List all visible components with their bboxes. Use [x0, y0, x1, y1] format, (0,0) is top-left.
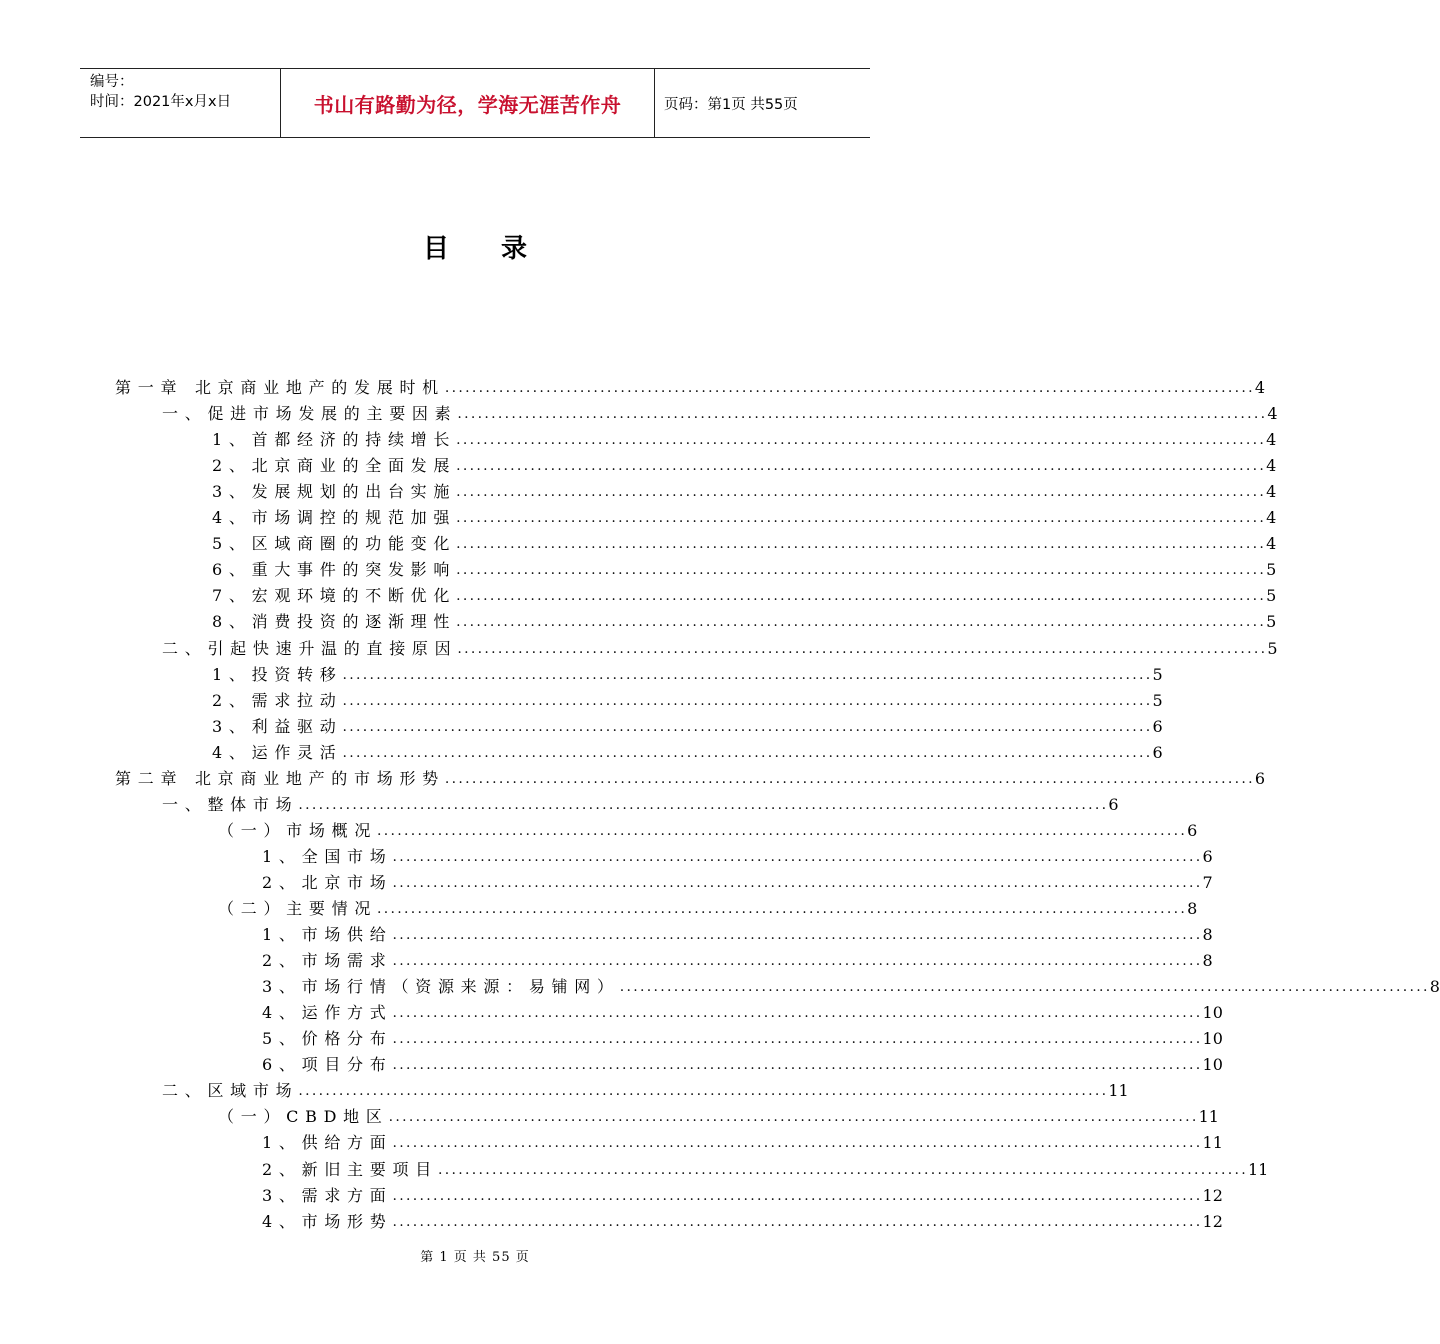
toc-leader-dots: ........................................................................................................................	[392, 1005, 1203, 1022]
toc-entry-page: 10	[1202, 1003, 1223, 1023]
toc-entry[interactable]	[262, 1209, 1223, 1235]
toc-entry-label: 8、消费投资的逐渐理性	[212, 612, 457, 632]
toc-leader-dots: ........................................................................................................................	[457, 640, 1268, 657]
number-label: 编号：	[90, 74, 134, 90]
document-header	[80, 68, 870, 138]
toc-entry-label: 2、北京商业的全面发展	[212, 456, 457, 476]
toc-entry-label: 2、市场需求	[262, 951, 393, 971]
toc-entry-page: 4	[1266, 482, 1277, 502]
toc-entry[interactable]	[212, 714, 1163, 740]
toc-entry[interactable]	[218, 818, 1198, 844]
toc-entry[interactable]	[212, 583, 1277, 609]
toc-entry-label: 3、市场行情（资源来源：易铺网）	[262, 977, 620, 997]
toc-entry[interactable]	[162, 636, 1278, 662]
toc-entry-page: 6	[1202, 846, 1213, 866]
toc-entry-label: 4、市场形势	[262, 1211, 393, 1231]
toc-entry-label: 4、运作灵活	[212, 742, 343, 762]
toc-entry-label: 1、供给方面	[262, 1133, 393, 1153]
toc-leader-dots: ........................................................................................................................	[342, 718, 1153, 735]
toc-entry[interactable]	[262, 1157, 1269, 1183]
toc-entry-page: 10	[1202, 1029, 1223, 1049]
toc-entry-label: 5、区域商圈的功能变化	[212, 534, 457, 554]
toc-entry[interactable]	[262, 1183, 1223, 1209]
toc-entry[interactable]	[218, 1104, 1219, 1130]
toc-entry-page: 6	[1152, 716, 1163, 736]
toc-entry-label: 1、全国市场	[262, 846, 393, 866]
toc-leader-dots: ........................................................................................................................	[298, 796, 1109, 813]
toc-leader-dots: ........................................................................................................................	[298, 1083, 1109, 1100]
toc-entry-page: 6	[1108, 794, 1119, 814]
toc-entry[interactable]	[262, 870, 1213, 896]
toc-leader-dots: ........................................................................................................................	[456, 484, 1267, 501]
toc-entry-label: 3、需求方面	[262, 1185, 393, 1205]
toc-entry-page: 8	[1202, 925, 1213, 945]
toc-entry[interactable]	[262, 1130, 1223, 1156]
toc-entry-page: 5	[1152, 664, 1163, 684]
toc-entry-page: 8	[1187, 899, 1198, 918]
toc-leader-dots: ........................................................................................................................	[456, 614, 1267, 631]
toc-entry[interactable]	[212, 688, 1163, 714]
toc-leader-dots: ........................................................................................................................	[444, 770, 1255, 787]
toc-entry-page: 4	[1266, 430, 1277, 450]
toc-entry-page: 6	[1254, 768, 1266, 788]
toc-leader-dots: ........................................................................................................................	[377, 822, 1188, 839]
toc-entry[interactable]	[212, 453, 1277, 479]
toc-entry-label: （一）市场概况	[218, 820, 378, 840]
toc-leader-dots: ........................................................................................................................	[456, 432, 1267, 449]
toc-leader-dots: ........................................................................................................................	[444, 380, 1255, 396]
toc-entry-page: 11	[1108, 1081, 1129, 1101]
toc-entry-label: 二、引起快速升温的直接原因	[162, 638, 458, 658]
toc-entry[interactable]	[212, 531, 1277, 557]
toc-entry[interactable]	[212, 479, 1277, 505]
toc-entry-label: 3、发展规划的出台实施	[212, 482, 457, 502]
toc-entry-label: 4、运作方式	[262, 1003, 393, 1023]
time-label: 时间：2021年x月x日	[90, 94, 232, 110]
toc-leader-dots: ........................................................................................................................	[456, 562, 1267, 579]
toc-entry[interactable]	[262, 1000, 1223, 1026]
toc-entry-label: （二）主要情况	[218, 899, 378, 918]
toc-entry[interactable]	[162, 401, 1278, 427]
toc-entry[interactable]	[212, 662, 1163, 688]
toc-entry[interactable]	[212, 505, 1277, 531]
toc-entry-label: 第一章 北京商业地产的发展时机	[115, 378, 445, 397]
toc-entry-label: 第二章 北京商业地产的市场形势	[115, 768, 445, 788]
toc-entry[interactable]	[262, 922, 1213, 948]
toc-entry[interactable]	[115, 375, 1266, 401]
toc-entry-page: 5	[1267, 638, 1278, 658]
toc-entry[interactable]	[162, 1078, 1129, 1104]
toc-entry[interactable]	[212, 740, 1163, 766]
page-footer: 第 1 页 共 55 页	[420, 1250, 530, 1265]
toc-leader-dots: ........................................................................................................................	[456, 510, 1267, 527]
toc-leader-dots: ........................................................................................................................	[392, 1187, 1203, 1204]
toc-entry-page: 12	[1202, 1211, 1223, 1231]
toc-entry[interactable]	[162, 792, 1119, 818]
toc-entry-page: 6	[1187, 820, 1198, 840]
toc-leader-dots: ........................................................................................................................	[342, 666, 1153, 683]
toc-leader-dots: ........................................................................................................................	[392, 1057, 1203, 1074]
toc-entry-page: 11	[1198, 1107, 1219, 1127]
toc-entry-label: 1、首都经济的持续增长	[212, 430, 457, 450]
toc-leader-dots: ........................................................................................................................	[392, 953, 1203, 970]
toc-entry-page: 5	[1266, 612, 1277, 632]
toc-entry[interactable]	[262, 1052, 1223, 1078]
toc-entry-page: 4	[1254, 378, 1266, 397]
toc-leader-dots: ........................................................................................................................	[619, 979, 1430, 996]
toc-leader-dots: ........................................................................................................................	[392, 848, 1203, 865]
toc-entry-label: 4、市场调控的规范加强	[212, 508, 457, 528]
toc-entry-page: 12	[1202, 1185, 1223, 1205]
toc-entry[interactable]	[262, 948, 1213, 974]
toc-leader-dots: ........................................................................................................................	[388, 1109, 1199, 1126]
toc-leader-dots: ........................................................................................................................	[342, 744, 1153, 761]
toc-leader-dots: ........................................................................................................................	[392, 1213, 1203, 1230]
toc-entry-label: 1、投资转移	[212, 664, 343, 684]
toc-leader-dots: ........................................................................................................................	[392, 874, 1203, 891]
toc-entry[interactable]	[262, 844, 1213, 870]
toc-entry[interactable]	[262, 974, 1440, 1000]
toc-entry-label: 6、重大事件的突发影响	[212, 560, 457, 580]
toc-leader-dots: ........................................................................................................................	[392, 1031, 1203, 1048]
toc-leader-dots: ........................................................................................................................	[456, 458, 1267, 475]
toc-entry-page: 5	[1266, 560, 1277, 580]
toc-leader-dots: ........................................................................................................................	[392, 1135, 1203, 1152]
toc-entry[interactable]	[218, 896, 1198, 922]
toc-entry-page: 4	[1266, 456, 1277, 476]
toc-entry-label: 一、促进市场发展的主要因素	[162, 404, 458, 424]
toc-entry-page: 5	[1152, 690, 1163, 710]
toc-entry-page: 11	[1247, 1159, 1269, 1179]
toc-leader-dots: ........................................................................................................................	[392, 927, 1203, 944]
toc-leader-dots: ........................................................................................................................	[457, 406, 1268, 423]
toc-entry[interactable]	[262, 1026, 1223, 1052]
page-title: 目录	[422, 234, 579, 264]
toc-leader-dots: ........................................................................................................................	[456, 536, 1267, 553]
header-motto: 书山有路勤为径，学海无涯苦作舟	[281, 69, 655, 137]
toc-entry-page: 4	[1267, 404, 1278, 424]
toc-entry-label: 2、新旧主要项目	[262, 1159, 438, 1179]
toc-entry-page: 8	[1202, 951, 1213, 971]
toc-entry-page: 4	[1266, 534, 1277, 554]
toc-entry-label: 二、区域市场	[162, 1081, 299, 1101]
toc-entry[interactable]	[212, 427, 1277, 453]
toc-entry[interactable]	[115, 766, 1266, 792]
toc-entry-page: 4	[1266, 508, 1277, 528]
toc-leader-dots: ........................................................................................................................	[377, 901, 1188, 917]
toc-entry-page: 5	[1266, 586, 1277, 606]
toc-leader-dots: ........................................................................................................................	[342, 692, 1153, 709]
toc-entry-page: 11	[1202, 1133, 1223, 1153]
toc-entry-label: 1、市场供给	[262, 925, 393, 945]
toc-entry-label: 3、利益驱动	[212, 716, 343, 736]
toc-entry-label: 6、项目分布	[262, 1055, 393, 1075]
toc-entry-label: 2、需求拉动	[212, 690, 343, 710]
toc-entry-page: 6	[1152, 742, 1163, 762]
header-page-info: 页码：第1页 共55页	[664, 96, 798, 113]
toc-leader-dots: ........................................................................................................................	[437, 1161, 1248, 1178]
toc-entry[interactable]	[212, 557, 1277, 583]
toc-entry-page: 7	[1202, 872, 1213, 892]
toc-entry-label: 7、宏观环境的不断优化	[212, 586, 457, 606]
toc-entry-page: 10	[1202, 1055, 1223, 1075]
toc-leader-dots: ........................................................................................................................	[456, 588, 1267, 605]
toc-entry-label: 2、北京市场	[262, 872, 393, 892]
header-meta-cell	[80, 69, 281, 137]
toc-entry[interactable]	[212, 609, 1277, 635]
toc-entry-label: 一、整体市场	[162, 794, 299, 814]
toc-entry-page: 8	[1429, 977, 1440, 997]
toc-entry-label: （一）CBD地区	[218, 1107, 389, 1127]
toc-entry-label: 5、价格分布	[262, 1029, 393, 1049]
